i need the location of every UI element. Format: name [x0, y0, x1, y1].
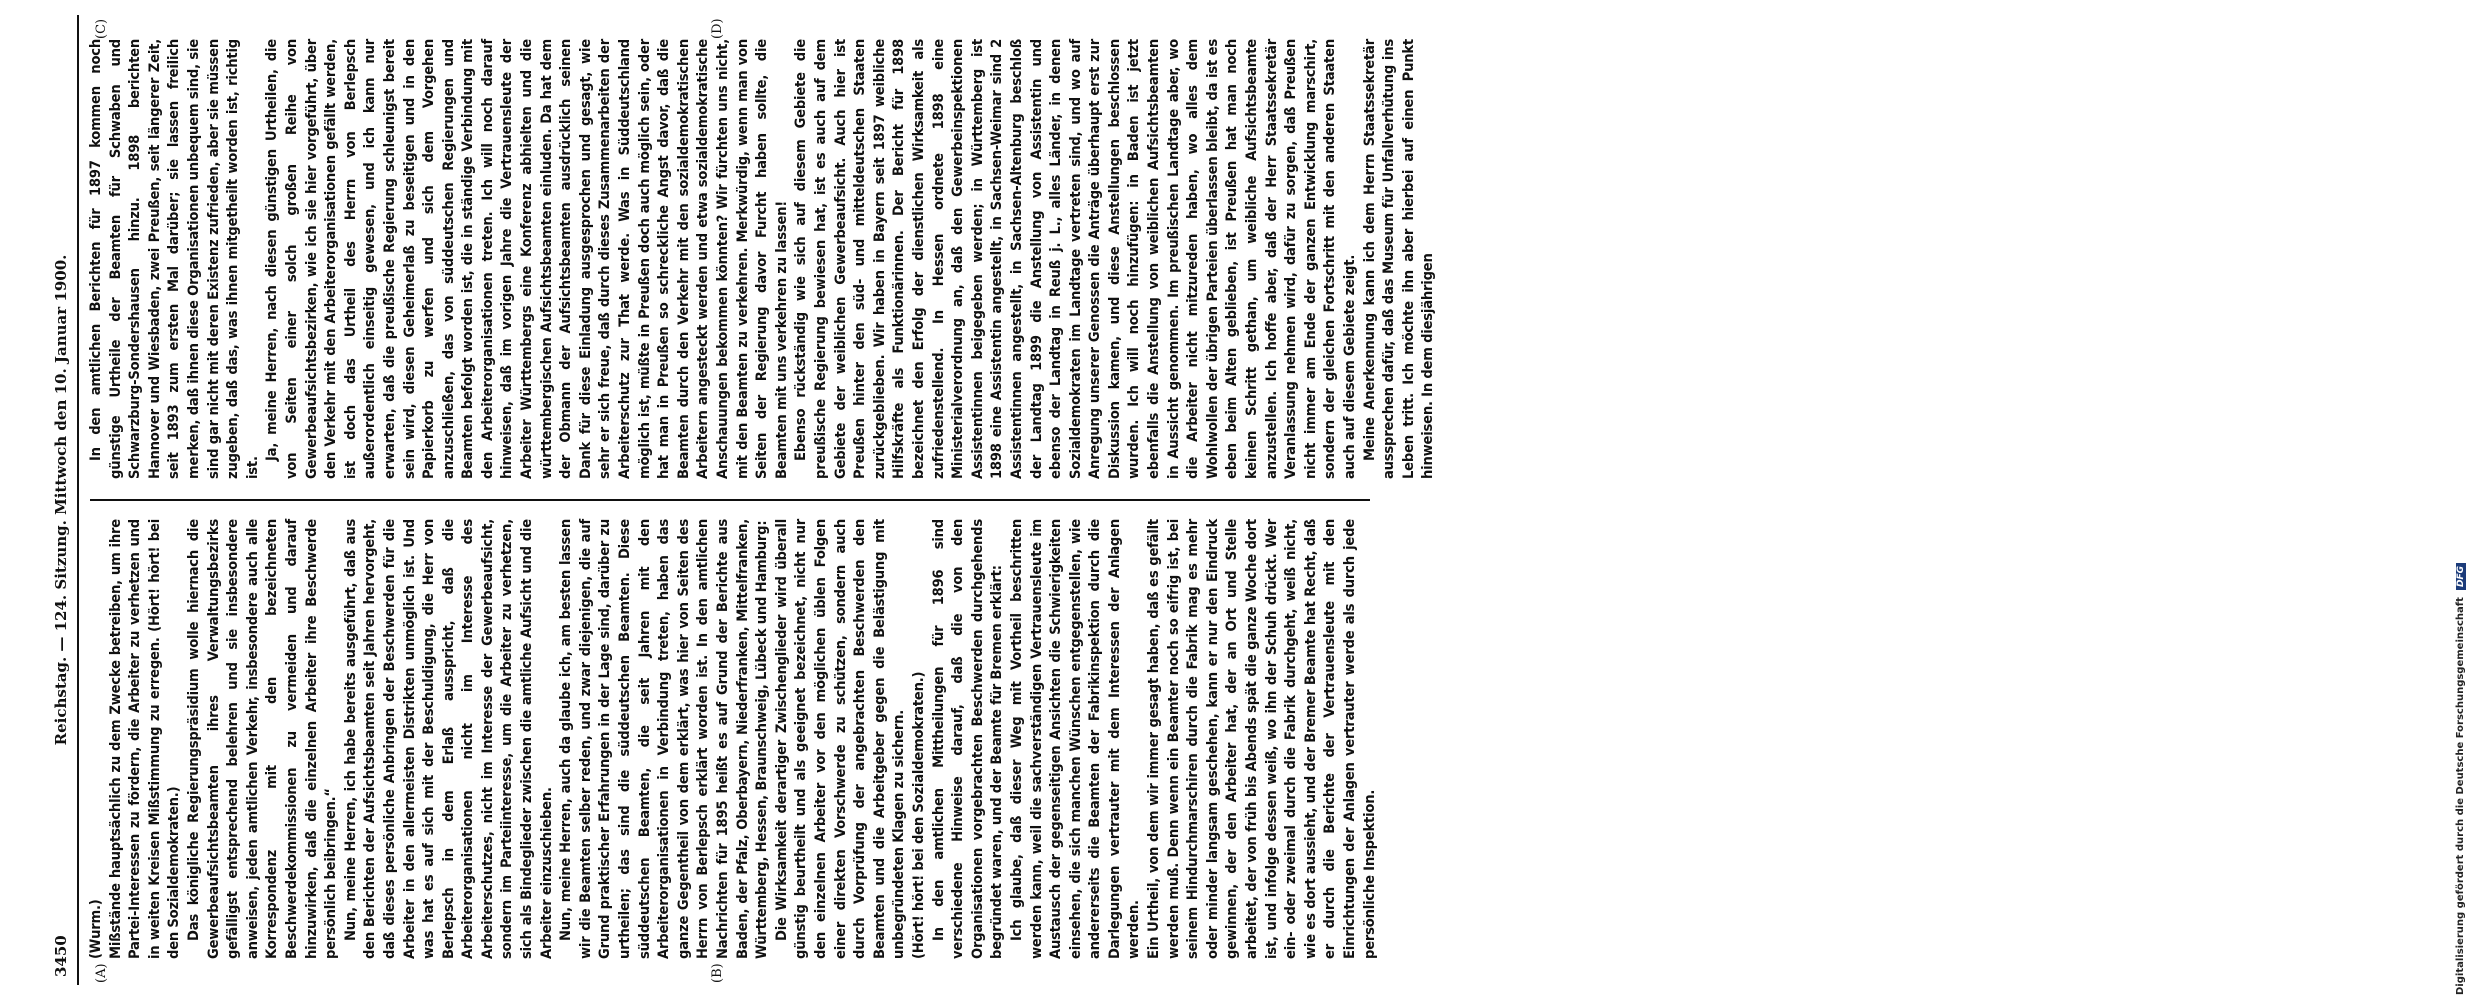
credit-text: Digitalisierung gefördert durch die Deutsche Forschungsgemeinschaft [2455, 597, 2466, 995]
paragraph: Ein Urtheil, von dem wir immer gesagt haben, daß es gefällt werden muß. Denn wenn ein Beamter noch so eifrig ist, bei seinem Hindurchmarschiren durch die Fabrik mag es mehr oder minder langsam geschehen, kann er nur den Eindruck gewinnen, der den Arbeiter hat, der an Ort und Stelle arbeitet, der von früh bis Abends spät die ganze Woche dort ist, und infolge dessen weiß, wo ihn der Schuh drückt. Wer ein- oder zweimal durch die Fabrik durchgeht, weiß nicht, wie es dort aussieht, und der Bremer Beamte hat Recht, daß er durch die Berichte der Vertrauensleute mit den Einrichtungen der Anlagen vertrauter werde als durch jede persönliche Inspektion. [1145, 519, 1378, 959]
page-number: 3450 [52, 935, 70, 977]
left-column [86, 519, 1376, 959]
rotated-page [50, 15, 1437, 985]
paragraph: Nun, meine Herren, auch da glaube ich, am besten lassen wir die Beamten selber reden, und zwar diejenigen, die auf Grund praktischer Erfahrungen in der Lage sind, darüber zu urtheilen; das sind die süddeutschen Beamten. Diese süddeutschen Beamten, die seit Jahren mit den Arbeiterorganisationen in Verbindung treten, haben das ganze Gegentheil von dem erklärt, was hier von Seiten des Herrn von Berlepsch erklärt worden ist. In den amtlichen Nachrichten für 1895 heißt es auf Grund der Berichte aus Baden, der Pfalz, Oberbayern, Niederfranken, Mittelfranken, Württemberg, Hessen, Braunschweig, Lübeck und Hamburg: [557, 519, 771, 959]
paragraph: In den amtlichen Berichten für 1897 kommen noch günstige Urtheile der Beamten für Schwaben und Schwarzburg-Sondershausen hinzu. 1898 berichten Hannover und Wiesbaden, zwei Preußen, seit längerer Zeit, seit 1893 zum ersten Mal darüber; sie lassen freilich merken, daß ihnen diese Organisationen unbequem sind, sie sind gar nicht mit deren Existenz zufrieden, aber sie müssen zugeben, daß das, was ihnen mitgetheilt worden ist, richtig ist. [87, 39, 261, 479]
paragraph: In den amtlichen Mittheilungen für 1896 sind verschiedene Hinweise darauf, daß die von den Organisationen vorgebrachten Beschwerden durchgehends begründet waren, und der Beamte für Bremen erklärt: [929, 519, 1006, 959]
paragraph: Meine Anerkennung kann ich dem Herrn Staatssekretär aussprechen dafür, daß das Museum für Unfallverhütung ins Leben tritt. Ich möchte ihn aber hierbei auf einen Punkt hinweisen. In dem diesjährigen [1360, 39, 1437, 479]
margin-mark-c: (C) [94, 18, 109, 39]
interjection: (Hört! hört! bei den Sozialdemokraten.) [909, 671, 927, 959]
paragraph: Ebenso rückständig wie sich auf diesem Gebiete die preußische Regierung bewiesen hat, ist es auch auf dem Gebiete der weiblichen Gewerbeaufsicht. Auch hier ist Preußen hinter den süd- und mitteldeutschen Staaten zurückgeblieben. Wir haben in Bayern seit 1897 weibliche Hilfskräfte als Funktionärinnen. Der Bericht für 1898 bezeichnet den Erfolg der dienstlichen Wirksamkeit als zufriedenstellend. In Hessen ordnete 1898 eine Ministerialverordnung an, daß den Gewerbeinspektionen Assistentinnen beigegeben werden; in Württemberg ist 1898 eine Assistentin angestellt, in Sachsen-Weimar sind 2 Assistentinnen angestellt, in Sachsen-Altenburg beschloß der Landtag 1899 die Anstellung von Assistentin und ebenso der Landtag in Reuß j. L., alles Länder, in denen Sozialdemokraten im Landtage vertreten sind, und wo auf Anregung unserer Genossen die Anträge überhaupt erst zur Diskussion kamen, und diese Anstellungen beschlossen wurden. Ich will noch hinzufügen: in Baden ist jetzt ebenfalls die Anstellung von weiblichen Aufsichtsbeamten in Aussicht genommen. Im preußischen Landtage aber, wo die Arbeiter nicht mitzureden haben, wo alles dem Wohlwollen der übrigen Parteien überlassen bleibt, da ist es eben beim Alten geblieben, ist Preußen hat man noch keinen Schritt gethan, um weibliche Aufsichtsbeamte anzustellen. Ich hoffe aber, daß der Herr Staatssekretär Veranlassung nehmen wird, dafür zu sorgen, daß Preußen nicht immer am Ende der ganzen Entwicklung marschirt, sondern der gleichen Fortschritt mit den anderen Staaten auch auf diesem Gebiete zeigt. [792, 39, 1358, 479]
paragraph: Ja, meine Herren, nach diesen günstigen Urtheilen, die von Seiten einer solch großen Reihe von Gewerbeaufsichtsbezirken, wie ich sie hier vorgeführt, über den Verkehr mit den Arbeiterorganisationen gefällt werden, ist doch das Urtheil des Herrn von Berlepsch außerordentlich einseitig gewesen, und ich kann nur erwarten, daß die preußische Regierung schleunigst bereit sein wird, diesen Geheimerlaß zu beseitigen und in den Papierkorb zu werfen und sich dem Vorgehen anzuschließen, das von süddeutschen Regierungen und Beamten befolgt worden ist, die in ständige Verbindung mit den Arbeiterorganisationen treten. Ich will noch darauf hinweisen, daß im vorigen Jahre die Vertrauensleute der Arbeiter Württembergs eine Konferenz abhielten und die württembergischen Aufsichtsbeamten einluden. Da hat dem der Obmann der Aufsichtsbeamten ausdrücklich seinen Dank für diese Einladung ausgesprochen und gesagt, wie sehr er sich freue, daß durch dieses Zusammenarbeiten der Arbeiterschutz zur That werde. Was in Süddeutschland möglich ist, müßte in Preußen doch auch möglich sein, oder hat man in Preußen so schreckliche Angst davor, daß die Beamten durch den Verkehr mit den sozialdemokratischen Arbeitern angesteckt werden und etwa sozialdemokratische Anschauungen bekommen könnten? Wir fürchten uns nicht, mit den Beamten zu verkehren. Merkwürdig, wenn man von Seiten der Regierung davor Furcht haben sollte, die Beamten mit uns verkehren zu lassen! [263, 39, 790, 479]
margin-mark-b: (B) [710, 963, 725, 983]
paragraph: Nun, meine Herren, ich habe bereits ausgeführt, daß aus den Berichten der Aufsichtsbeamten seit Jahren hervorgeht, daß dieses persönliche Anbringen der Beschwerden für die Arbeiter in den allermeisten Distrikten unmöglich ist. Und was hat es auf sich mit der Beschuldigung, die Herr von Berlepsch in dem Erlaß ausspricht, daß die Arbeiterorganisationen nicht im Interesse des Arbeiterschutzes, nicht im Interesse der Gewerbeaufsicht, sondern im Parteiinteresse, um die Arbeiter zu verhetzen, sich als Bindeglieder zwischen die amtliche Aufsicht und die Arbeiter einzuschieben. [341, 519, 555, 959]
quote-paragraph: Ich glaube, daß dieser Weg mit Vortheil beschritten werden kann, weil die sachverständigen Vertrauensleute im Austausch der gegenseitigen Ansichten die Schwierigkeiten einsehen, die sich manchen Wünschen entgegenstellen, wie andererseits die Beamten der Fabrikinspektion durch die Darlegungen vertrauter mit dem Interessen der Anlagen werden. [1007, 519, 1143, 959]
page-header [50, 15, 76, 985]
quote-paragraph: Die Wirksamkeit derartiger Zwischenglieder wird überall günstig beurtheilt und als geeignet bezeichnet, nicht nur den einzelnen Arbeiter vor den möglichen üblen Folgen einer direkten Vorschwerde zu schützen, sondern auch durch Vorprüfung der angebrachten Beschwerden den Beamten und die Arbeitgeber gegen die Belästigung mit unbegründeten Klagen zu sichern. [772, 519, 908, 959]
speaker-name: (Wurm.) [87, 899, 104, 959]
dfg-logo: DFG [2456, 563, 2466, 590]
paragraph: Mißstände hauptsächlich zu dem Zwecke betreiben, um ihre Partei-Interessen zu fördern, die Arbeiter zu verhetzen und in weiten Kreisen Mißstimmung zu erregen. (Hört! hört! bei den Sozialdemokraten.) [106, 519, 183, 959]
right-column [86, 39, 1437, 479]
column-divider [90, 499, 1370, 501]
page-title: Reichstag. — 124. Sitzung. Mittwoch den 10. Januar 1900. [52, 254, 70, 746]
digitization-credit [1410, 0, 2466, 1000]
margin-mark-d: (D) [710, 18, 725, 39]
paragraph: Das königliche Regierungspräsidium wolle hiernach die Gewerbeaufsichtsbeamten ihres Verwaltungsbezirks gefälligst entsprechend belehren und sie insbesondere anweisen, jeden amtlichen Verkehr, insbesondere auch alle Korrespondenz mit den bezeichneten Beschwerdekommissionen zu vermeiden und darauf hinzuwirken, daß die einzelnen Arbeiter ihre Beschwerde persönlich beibringen.“ [184, 519, 340, 959]
margin-mark-a: (A) [94, 963, 109, 983]
header-rule [77, 15, 79, 985]
